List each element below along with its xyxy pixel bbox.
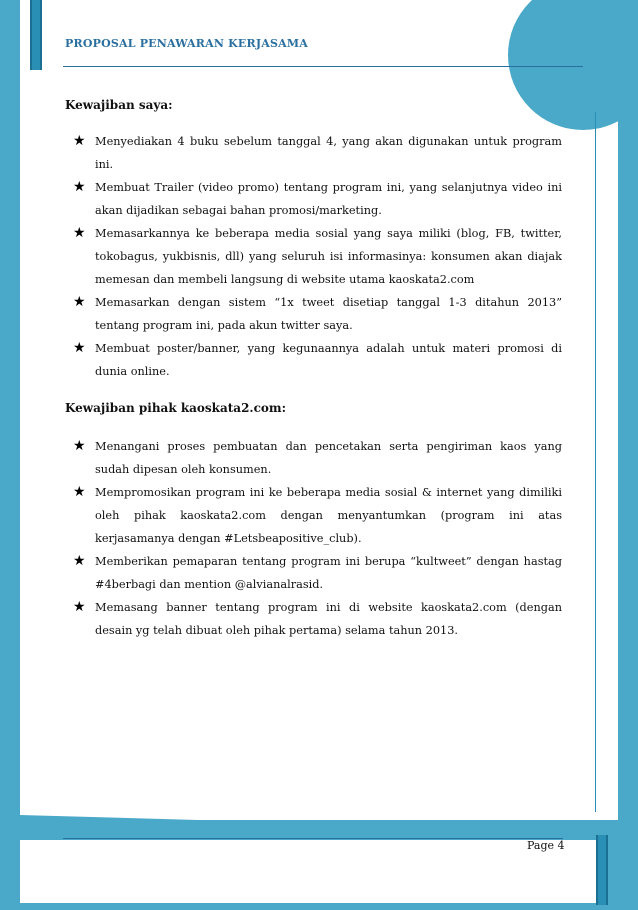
star-icon: ★ <box>73 225 86 241</box>
content <box>65 98 562 642</box>
list-item: ★ Menangani proses pembuatan dan pencetakan serta pengiriman kaos yang sudah dipesan oleh konsumen. <box>95 435 562 481</box>
star-icon: ★ <box>73 340 86 356</box>
list-item: ★ Memasang banner tentang program ini di website kaoskata2.com (dengan desain yg telah dibuat oleh pihak pertama) selama tahun 2013. <box>95 596 562 642</box>
star-icon: ★ <box>73 179 86 195</box>
list-kaoskata2 <box>65 435 562 642</box>
list-item: ★ Membuat poster/banner, yang kegunaannya adalah untuk materi promosi di dunia online. <box>95 337 562 383</box>
header-title: PROPOSAL PENAWARAN KERJASAMA <box>65 37 308 50</box>
section-title-kaoskata2: Kewajiban pihak kaoskata2.com: <box>65 401 287 415</box>
list-item: ★ Memasarkannya ke beberapa media sosial yang saya miliki (blog, FB, twitter, tokobagus, yukbisnis, dll) yang seluruh isi informasinya: konsumen akan diajak memesan dan membeli langsung di website utama kaoskata2.com <box>95 222 562 291</box>
star-icon: ★ <box>73 599 86 615</box>
header-rule <box>63 66 583 67</box>
list-item: ★ Memasarkan dengan sistem “1x tweet disetiap tanggal 1-3 ditahun 2013” tentang program ini, pada akun twitter saya. <box>95 291 562 337</box>
star-icon: ★ <box>73 438 86 454</box>
right-decor-bar <box>596 835 608 905</box>
list-item: ★ Menyediakan 4 buku sebelum tanggal 4, yang akan digunakan untuk program ini. <box>95 130 562 176</box>
list-item: ★ Membuat Trailer (video promo) tentang program ini, yang selanjutnya video ini akan dijadikan sebagai bahan promosi/marketing. <box>95 176 562 222</box>
star-icon: ★ <box>73 294 86 310</box>
page-number: Page 4 <box>527 839 565 852</box>
footer-area <box>20 840 600 903</box>
list-item: ★ Memberikan pemaparan tentang program ini berupa “kultweet” dengan hastag #4berbagi dan mention @alvianalrasid. <box>95 550 562 596</box>
star-icon: ★ <box>73 484 86 500</box>
left-decor-bar <box>30 0 42 70</box>
list-saya <box>65 130 562 383</box>
list-item: ★ Mempromosikan program ini ke beberapa media sosial & internet yang dimiliki oleh pihak kaoskata2.com dengan menyantumkan (program ini atas kerjasamanya dengan #Letsbeapositive_club). <box>95 481 562 550</box>
star-icon: ★ <box>73 133 86 149</box>
section-title-saya: Kewajiban saya: <box>65 98 173 112</box>
footer-rule <box>63 838 563 839</box>
right-border-line <box>595 112 596 812</box>
star-icon: ★ <box>73 553 86 569</box>
